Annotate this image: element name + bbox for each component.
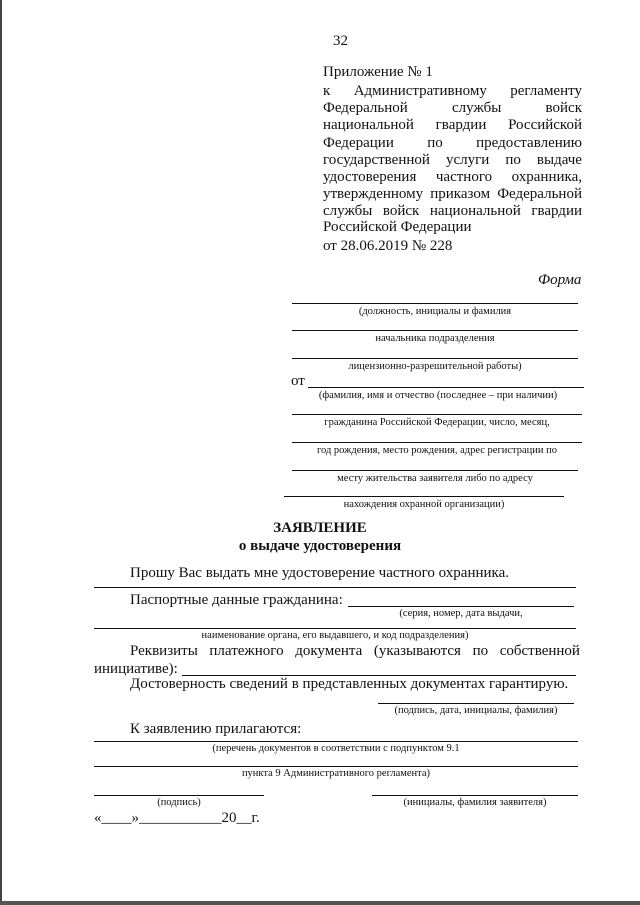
attachments-caption-2: пункта 9 Административного регламента) (241, 768, 431, 779)
passport-fill-line[interactable] (348, 606, 574, 607)
caption-citizen: гражданина Российской Федерации, число, месяц, (324, 417, 550, 428)
payment-word: по (472, 643, 489, 659)
issuer-caption: наименование органа, его выдавшего, и код подразделения) (201, 630, 469, 641)
appendix-line-6 (323, 169, 582, 186)
appendix-word: службы (323, 203, 373, 220)
fill-line[interactable] (292, 303, 578, 304)
appendix-word: утвержденному (323, 186, 424, 203)
appendix-word: регламенту (510, 83, 582, 99)
appendix-line-5 (323, 152, 582, 169)
fill-line[interactable] (292, 442, 582, 443)
payment-word: собственной (499, 643, 580, 659)
appendix-word: охранника, (511, 169, 582, 185)
appendix-word: государственной (323, 151, 430, 168)
appendix-line-8 (323, 203, 582, 220)
appendix-word: к (323, 83, 331, 99)
caption-position: (должность, инициалы и фамилия (358, 306, 512, 317)
appendix-word: приказом (430, 186, 491, 203)
appendix-word: по (505, 151, 521, 168)
appendix-word: по (427, 134, 443, 151)
appendix-word: Административному (353, 83, 487, 99)
appendix-word: Российской (508, 117, 582, 134)
payment-word: документа (295, 643, 363, 659)
fill-line[interactable] (292, 330, 578, 331)
appendix-word: предоставлению (476, 134, 582, 151)
appendix-date-number: от 28.06.2019 № 228 (323, 238, 453, 254)
signature-fill-line[interactable] (378, 703, 574, 704)
appendix-word: войск (545, 100, 582, 117)
appendix-word: службы (452, 100, 502, 117)
signature-caption: (подпись, дата, инициалы, фамилия) (394, 705, 558, 716)
payment-word: платежного (209, 643, 284, 659)
appendix-word: частного (435, 169, 493, 185)
attachments-label: К заявлению прилагаются: (130, 721, 302, 737)
appendix-word: гвардии (435, 117, 487, 134)
scan-edge-left (0, 0, 2, 905)
caption-department: лицензионно-разрешительной работы) (348, 361, 522, 372)
name-fill-line[interactable] (372, 795, 578, 796)
payment-word: (указываются (373, 643, 461, 659)
request-text: Прошу Вас выдать мне удостоверение частного охранника. (130, 565, 509, 581)
appendix-word: гвардии (531, 203, 582, 220)
caption-head: начальника подразделения (375, 333, 495, 344)
fill-line[interactable] (94, 741, 578, 742)
caption-birth: год рождения, место рождения, адрес регистрации по (316, 445, 558, 456)
fill-line[interactable] (292, 414, 582, 415)
fill-line[interactable] (292, 470, 578, 471)
passport-caption: (серия, номер, дата выдачи, (399, 608, 523, 619)
appendix-line-4 (323, 135, 582, 152)
appendix-word: национальной (323, 117, 414, 134)
document-title: ЗАЯВЛЕНИЕ (273, 520, 367, 536)
from-label: от (291, 373, 305, 389)
appendix-word: выдаче (536, 151, 582, 168)
appendix-line-1 (323, 83, 582, 100)
attachments-caption-1: (перечень документов в соответствии с подпунктом 9.1 (212, 743, 460, 754)
appendix-line-3 (323, 117, 582, 134)
form-label: Форма (538, 272, 582, 288)
fill-line[interactable] (94, 628, 576, 629)
caption-fullname: (фамилия, имя и отчество (последнее – при наличии) (318, 390, 558, 401)
page-number: 32 (333, 33, 348, 49)
appendix-line-7 (323, 186, 582, 203)
name-caption: (инициалы, фамилия заявителя) (403, 797, 547, 808)
fill-line[interactable] (292, 358, 578, 359)
payment-details-label (130, 643, 580, 660)
appendix-title: Приложение № 1 (323, 64, 433, 80)
payment-details-label-cont: инициативе): (94, 661, 178, 677)
payment-word: Реквизиты (130, 643, 198, 659)
date-line: «____»___________20__г. (94, 810, 260, 826)
appendix-word: удостоверения (323, 169, 417, 185)
appendix-word: услуги (445, 151, 490, 168)
appendix-line-2 (323, 100, 582, 117)
caption-residence: месту жительства заявителя либо по адресу (337, 473, 533, 484)
appendix-word: национальной (429, 203, 521, 220)
appendix-word: Федерации (323, 134, 394, 151)
sign-caption: (подпись) (157, 797, 201, 808)
fill-line[interactable] (94, 766, 578, 767)
fill-line[interactable] (284, 496, 564, 497)
fill-line[interactable] (94, 587, 576, 588)
sign-fill-line[interactable] (94, 795, 264, 796)
document-subtitle: о выдаче удостоверения (238, 538, 402, 554)
appendix-word: войск (382, 203, 420, 220)
appendix-word: Федеральной (323, 100, 408, 117)
appendix-word: Федеральной (497, 186, 582, 203)
guarantee-text: Достоверность сведений в представленных документах гарантирую. (130, 676, 569, 692)
caption-organization: нахождения охранной организации) (343, 499, 505, 510)
appendix-line-9: Российской Федерации (323, 219, 472, 235)
fill-line[interactable] (308, 387, 584, 388)
scan-edge-bottom (0, 901, 640, 905)
passport-label: Паспортные данные гражданина: (130, 592, 343, 608)
